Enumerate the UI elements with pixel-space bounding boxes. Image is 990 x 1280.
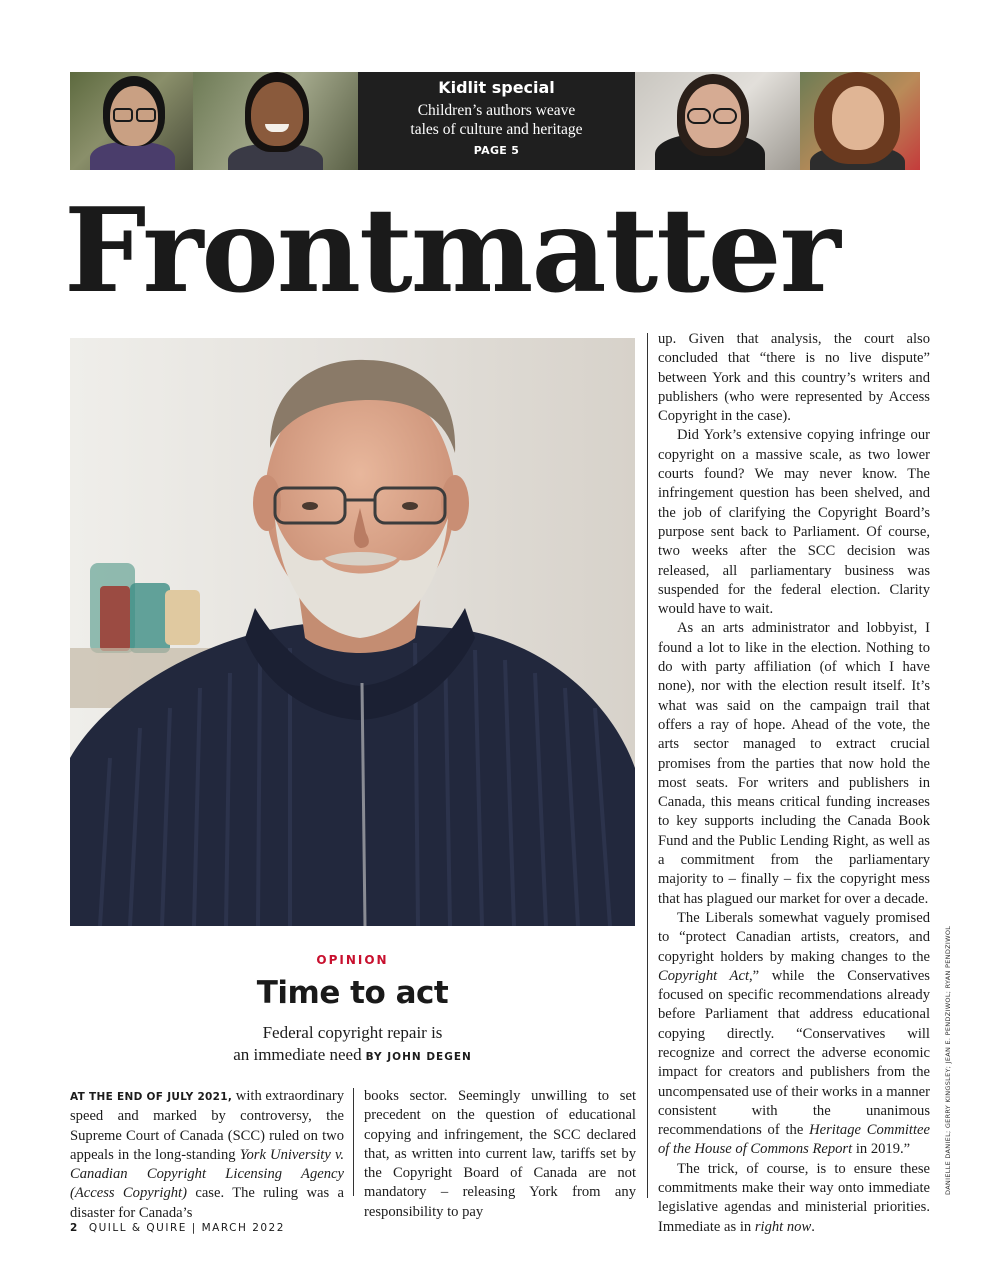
byline: BY JOHN DEGEN	[365, 1051, 472, 1063]
publication-info: QUILL & QUIRE | MARCH 2022	[88, 1222, 285, 1234]
kidlit-banner[interactable]	[70, 72, 920, 170]
article-kicker: OPINION	[316, 953, 389, 967]
lead-in: AT THE END OF JULY 2021,	[70, 1091, 233, 1103]
banner-title: Kidlit special	[438, 78, 555, 97]
paragraph: AT THE END OF JULY 2021, with extraordinary speed and marked by controversy, the Supreme Court of Canada (SCC) ruled on two appeals in the long-standing York University v. Canadian Copyright Licensing Agency (Access Copyright) case. The ruling was a disaster for Canada’s	[70, 1088, 345, 1221]
author-photo-1	[70, 72, 193, 170]
page-number: 2	[70, 1222, 79, 1234]
column-divider-right	[647, 333, 648, 1198]
article-dek: Federal copyright repair is an immediate need BY JOHN DEGEN	[233, 1023, 472, 1064]
section-masthead: Frontmatter	[64, 183, 839, 319]
author-photo-2	[193, 72, 358, 170]
article-headline: Time to act	[256, 975, 449, 1011]
column-divider-left	[353, 1088, 354, 1196]
page-footer	[70, 1222, 285, 1234]
article-column-2	[364, 1087, 636, 1222]
author-photo-3	[635, 72, 800, 170]
banner-page-ref[interactable]: PAGE 5	[473, 144, 520, 157]
paragraph: The trick, of course, is to ensure these commitments make their way onto immediate legislative agendas and ministerial priorities. Immediate as in right now.	[658, 1160, 930, 1235]
banner-text	[358, 72, 635, 170]
paragraph: As an arts administrator and lobbyist, I found a lot to like in the election. Nothing to do with party affiliation (of which I have none), nor with the election result itself. It’s what was said on the campaign trail that offers a ray of hope. Ahead of the vote, the arts sector managed to extract crucial promises from the parties that now hold the most seats. For writers and publishers in Canada, this means critical funding increases to key supports including the Canada Book Fund and the Public Lending Right, as well as a commitment from the parliamentary majority to – finally – fix the copyright mess that has plagued our market for over a decade.	[658, 620, 930, 907]
banner-subtitle: Children’s authors weave tales of culture and heritage	[410, 102, 583, 138]
photo-credit: DANIELLE DANIEL; GERRY KINGSLEY; JEAN E. PENDZIWOL; RYAN PENDZIWOL	[944, 925, 952, 1195]
article-column-1	[70, 1087, 344, 1223]
portrait-illustration	[70, 338, 635, 926]
paragraph: Did York’s extensive copying infringe our copyright on a massive scale, as two lower courts found? We may never know. The infringement question has been shelved, and the job of clarifying the Copyright Board’s purpose sent back to Parliament. Of course, two weeks after the SCC decision was released, all parliamentary business was suspended for the federal election. Clarity would have to wait.	[658, 427, 930, 618]
paragraph: books sector. Seemingly unwilling to set precedent on the question of educational copying and infringement, the SCC declared that, as written into current law, tariffs set by the Copyright Board of Canada are not mandatory – releasing York from any responsibility to pay	[364, 1088, 636, 1220]
article-column-3	[658, 330, 930, 1237]
author-portrait-photo	[70, 338, 635, 926]
author-photo-4	[800, 72, 920, 170]
paragraph: up. Given that analysis, the court also concluded that “there is no live dispute” between York and this country’s writers and publishers (who were represented by Access Copyright in the case).	[658, 331, 930, 425]
paragraph: The Liberals somewhat vaguely promised to “protect Canadian artists, creators, and copyright holders by making changes to the Copyright Act,” while the Conservatives focused on specific recommendations already before Parliament that address educational copying directly. “Conservatives will recognize and correct the adverse economic impact for creators and publishers from the uncompensated use of their works in a manner consistent with the unanimous recommendations of the Heritage Committee of the House of Commons Report in 2019.”	[658, 909, 930, 1158]
